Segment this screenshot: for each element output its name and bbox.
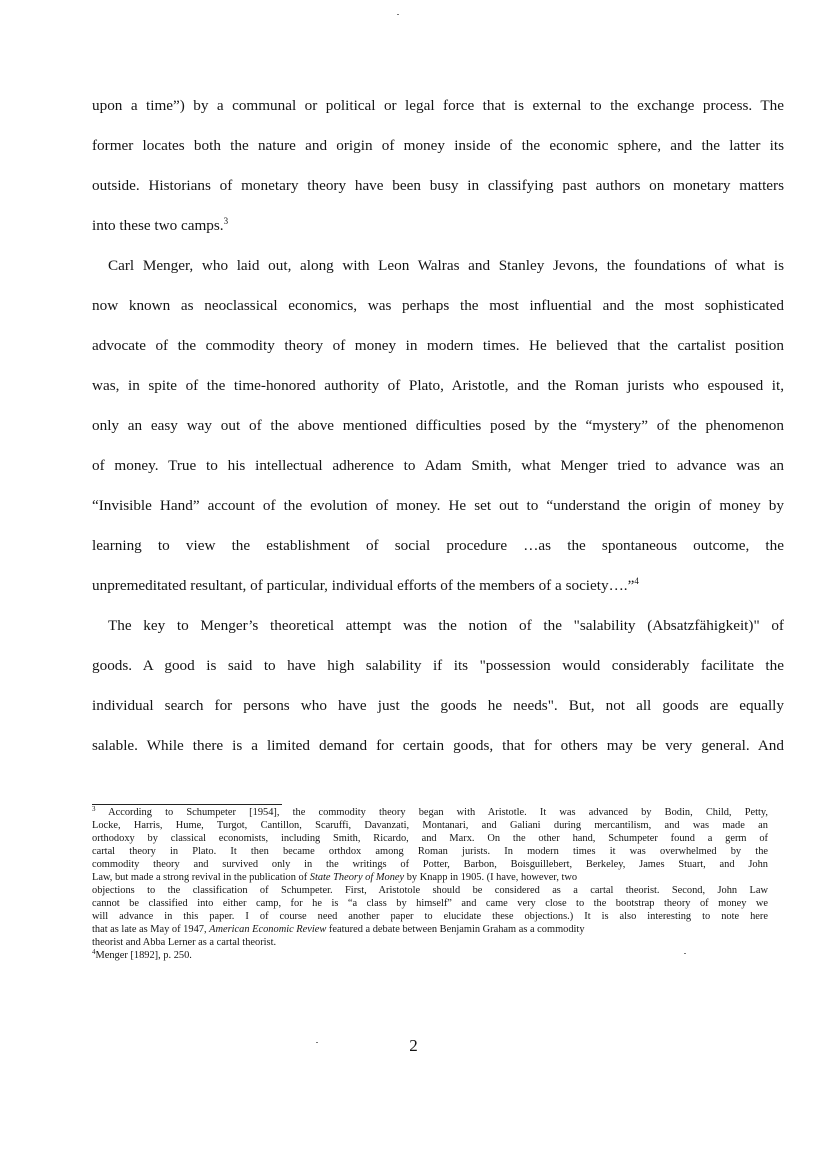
scan-speck	[397, 14, 399, 15]
footnote-3-line: orthodoxy by classical economists, including Smith, Ricardo, and Marx. On the other hand, Schumpeter found a germ of	[92, 833, 768, 844]
footnote-4-marker: 4	[92, 949, 96, 956]
body-line-with-note	[92, 216, 784, 236]
body-line: salable. While there is a limited demand for certain goods, that for others may be very general. And	[92, 737, 784, 754]
body-line: Carl Menger, who laid out, along with Leon Walras and Stanley Jevons, the foundations of what is	[108, 257, 784, 274]
footnote-ref-3: 3	[223, 216, 229, 226]
body-line-with-note	[92, 576, 784, 596]
body-line: upon a time”) by a communal or political or legal force that is external to the exchange process. The	[92, 97, 784, 114]
footnote-3-text: Law, but made a strong revival in the publication of	[92, 872, 310, 883]
body-line: only an easy way out of the above mentioned difficulties posed by the “mystery” of the phenomenon	[92, 417, 784, 434]
body-line-text: into these two camps.	[92, 217, 224, 234]
footnote-4-text: Menger [1892], p. 250.	[95, 950, 192, 961]
footnote-3-line: theorist and Abba Lerner as a cartal theorist.	[92, 937, 277, 948]
body-line: individual search for persons who have just the goods he needs". But, not all goods are equally	[92, 697, 784, 714]
body-line: was, in spite of the time-honored authority of Plato, Aristotle, and the Roman jurists who espoused it,	[92, 377, 784, 394]
footnote-separator	[92, 804, 282, 805]
body-line: former locates both the nature and origin of money inside of the economic sphere, and the latter its	[92, 137, 784, 154]
scan-speck	[684, 953, 686, 954]
body-line: outside. Historians of monetary theory have been busy in classifying past authors on monetary matters	[92, 177, 784, 194]
footnote-3-line	[92, 871, 768, 884]
journal-title: American Economic Review	[209, 924, 327, 935]
footnote-3-line: Locke, Harris, Hume, Turgot, Cantillon, Scaruffi, Davanzati, Montanari, and Galiani during mercantilism, and was made an	[92, 820, 768, 831]
scan-speck	[316, 1042, 318, 1043]
footnote-3-line: cartal theory in Plato. It then became orthdox among Roman jurists. In modern times it was overwhelmed by the	[92, 846, 768, 857]
footnote-3-line: commodity theory and survived only in the writings of Potter, Barbon, Boisguillebert, Berkeley, James Stuart, and John	[92, 859, 768, 870]
footnote-3-line	[92, 923, 768, 936]
footnote-3-text: that as late as May of 1947,	[92, 924, 210, 935]
body-line: “Invisible Hand” account of the evolution of money. He set out to “understand the origin of money by	[92, 497, 784, 514]
footnote-3-text: featured a debate between Benjamin Graham as a commodity	[326, 924, 585, 935]
body-line: learning to view the establishment of social procedure …as the spontaneous outcome, the	[92, 537, 784, 554]
footnote-3-text: by Knapp in 1905. (I have, however, two	[404, 872, 578, 883]
footnote-ref-4: 4	[634, 576, 639, 586]
page-number: 2	[409, 1036, 418, 1055]
footnote-3-line: objections to the classification of Schumpeter. First, Aristotole should be considered as a cartal theorist. Second, John Law	[92, 885, 768, 896]
footnote-3-line	[92, 806, 768, 819]
footnote-3-line: will advance in this paper. I of course need another paper to elucidate these objections.) It is also interesting to note here	[92, 911, 768, 922]
footnote-3-line: cannot be classified into either camp, for he is “a class by himself” and came very close to the bootstrap theory of money we	[92, 898, 768, 909]
footnote-3-marker: 3	[92, 806, 96, 813]
body-line: The key to Menger’s theoretical attempt was the notion of the "salability (Absatzfähigkeit)" of	[108, 617, 784, 634]
body-line: advocate of the commodity theory of money in modern times. He believed that the cartalist position	[92, 337, 784, 354]
footnote-3-text: According to Schumpeter [1954], the commodity theory began with Aristotle. It was advanced by Bodin, Child, Petty,	[108, 807, 768, 818]
body-line: goods. A good is said to have high salability if its "possession would considerably facilitate the	[92, 657, 784, 674]
body-line: now known as neoclassical economics, was perhaps the most influential and the most sophisticated	[92, 297, 784, 314]
body-line: of money. True to his intellectual adherence to Adam Smith, what Menger tried to advance was an	[92, 457, 784, 474]
body-line-text: unpremeditated resultant, of particular, individual efforts of the members of a society….”	[92, 577, 635, 594]
book-title: State Theory of Money	[309, 872, 405, 883]
footnote-4-line	[92, 949, 768, 962]
